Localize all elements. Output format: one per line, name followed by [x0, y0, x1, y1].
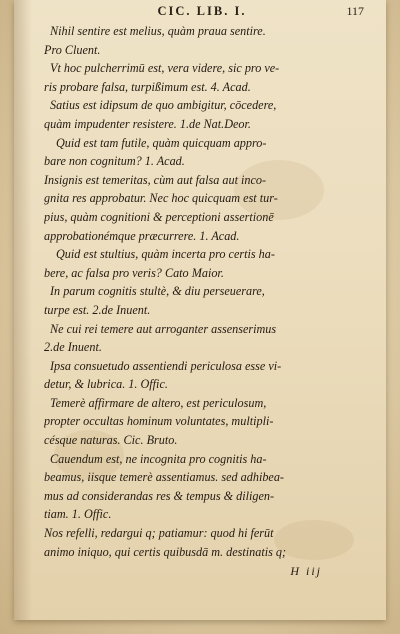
text-line: Pro Cluent.	[44, 42, 101, 57]
text-line: tiam. 1. Offic.	[44, 507, 112, 522]
text-line: turpe est. 2.de Inuent.	[44, 302, 151, 317]
text-line: Satius est idipsum de quo ambigitur, cōcedere,	[50, 98, 277, 113]
text-line: propter occultas hominum voluntates, multipli-	[44, 414, 274, 429]
text-line: detur, & lubrica. 1. Offic.	[44, 377, 168, 392]
text-line: pius, quàm cognitioni & perceptioni assertionē	[44, 209, 274, 224]
text-line: animo iniquo, qui certis quibusdā m. destinatis q;	[44, 544, 287, 559]
text-line: bare non cognitum? 1. Acad.	[44, 154, 185, 169]
text-line: Temerè affirmare de altero, est periculosum,	[50, 395, 267, 410]
text-line: Quid est tam futile, quàm quicquam appro-	[56, 135, 267, 150]
signature-mark: H iij	[290, 564, 322, 578]
text-line: In parum cognitis stultè, & diu perseuerare,	[50, 284, 265, 299]
text-line: beamus, iisque temerè assentiamus. sed adhibea-	[44, 470, 284, 485]
text-line: Nihil sentire est melius, quàm praua sentire.	[50, 24, 266, 38]
text-line: Nos refelli, redargui q; patiamur: quod hi ferūt	[44, 526, 274, 541]
text-line: Insignis est temeritas, cùm aut falsa aut inco-	[44, 172, 267, 187]
running-title: CIC. LIB. I.	[157, 4, 247, 18]
text-line: mus ad considerandas res & tempus & diligen-	[44, 488, 275, 503]
text-line: césque naturas. Cic. Bruto.	[44, 433, 178, 448]
text-line: ris probare falsa, turpißimum est. 4. Acad.	[44, 79, 251, 94]
body-text	[44, 22, 362, 561]
text-line: Quid est stultius, quàm incerta pro certis ha-	[56, 247, 275, 262]
text-line: Vt hoc pulcherrimū est, vera videre, sic pro ve-	[50, 61, 280, 76]
text-line: 2.de Inuent.	[44, 340, 102, 355]
text-line: approbationémque præcurrere. 1. Acad.	[44, 228, 240, 243]
text-line: Cauendum est, ne incognita pro cognitis ha-	[50, 451, 267, 466]
page-header	[14, 4, 386, 22]
page-number: 117	[346, 4, 364, 18]
book-page	[14, 0, 386, 620]
page-footer	[14, 564, 386, 582]
text-line: quàm impudenter resistere. 1.de Nat.Deor.	[44, 116, 251, 131]
text-line: bere, ac falsa pro veris? Cato Maior.	[44, 265, 224, 280]
text-line: gnita res approbatur. Nec hoc quicquam est tur-	[44, 191, 278, 206]
text-line: Ipsa consuetudo assentiendi periculosa esse vi-	[50, 358, 282, 373]
text-line: Ne cui rei temere aut arroganter assenserimus	[50, 321, 277, 336]
